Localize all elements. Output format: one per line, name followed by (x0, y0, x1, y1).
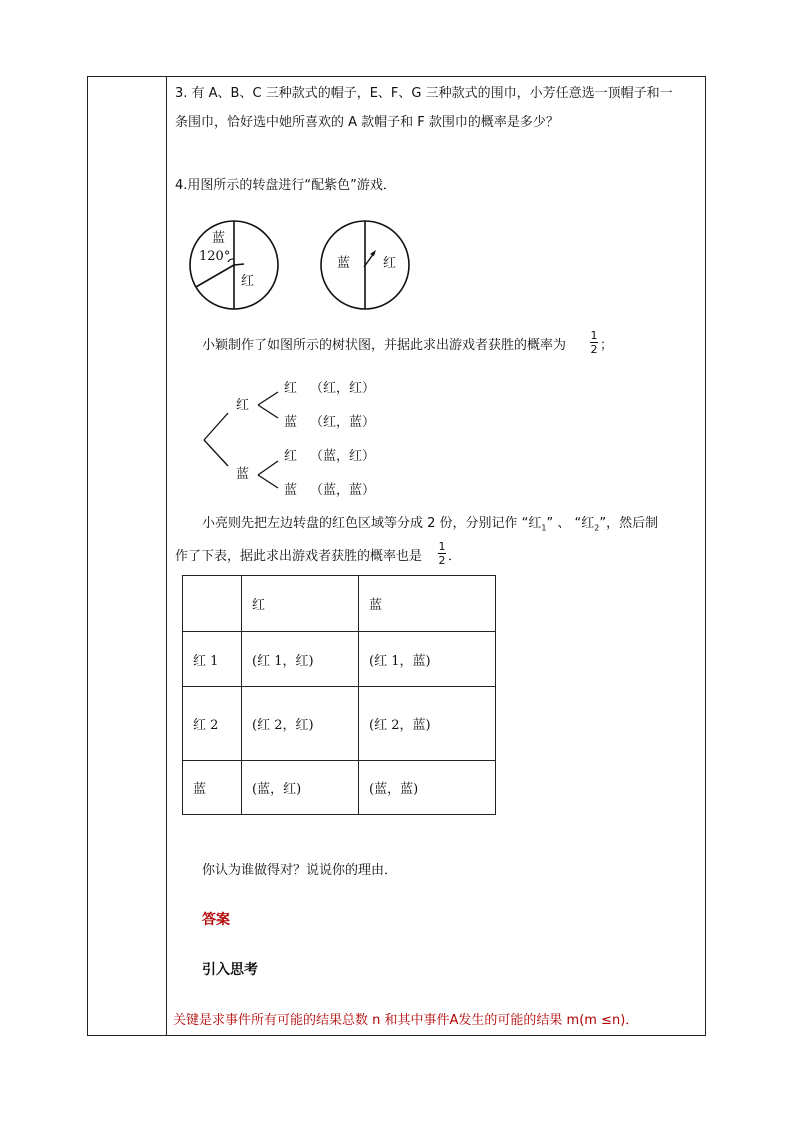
left-spinner-red-label: 红 (241, 274, 255, 289)
q4-question: 你认为谁做得对？说说你的理由． (202, 863, 398, 878)
table-cell: 红 1 (183, 632, 242, 687)
tree-leaf-outcome: （红，蓝） (310, 415, 376, 430)
xiaoliang-fraction: 1 2 (438, 540, 446, 567)
answer-label: 答案 (202, 912, 230, 928)
left-spinner-angle-label: 120° (199, 249, 231, 264)
left-spinner-divider-angled (196, 265, 234, 287)
table-cell: 红 2 (183, 687, 242, 761)
left-spinner-blue-label: 蓝 (212, 231, 226, 246)
table-cell: (红 2，红) (242, 687, 359, 761)
key-note: 关键是求事件所有可能的结果总数 n 和其中事件A发生的可能的结果 m(m ≤n)． (173, 1013, 639, 1028)
xiaoliang-period: ． (448, 549, 462, 564)
table-cell: (蓝，蓝) (359, 761, 496, 815)
xiaoliang-line2: 作了下表，据此求出游戏者获胜的概率也是 (175, 549, 423, 564)
table-header-cell: 红 (242, 576, 359, 632)
right-spinner-blue-label: 蓝 (337, 256, 351, 271)
tree-leaf-outcome: （蓝，红） (310, 449, 376, 464)
left-spinner-pointer (234, 264, 244, 265)
right-spinner-arrow-head (370, 250, 376, 256)
tree-leaf-label: 红 (284, 381, 298, 396)
table-cell: (蓝，红) (242, 761, 359, 815)
tree-leaf-outcome: （红，红） (310, 381, 376, 396)
tree-leaf-outcome: （蓝，蓝） (310, 483, 376, 498)
table-cell: 蓝 (183, 761, 242, 815)
table-cell: (红 2，蓝) (359, 687, 496, 761)
tree-leaf-label: 红 (284, 449, 298, 464)
tree-lower-branch-2 (258, 475, 278, 488)
tree-leaf-label: 蓝 (284, 483, 298, 498)
table-row (183, 632, 496, 687)
xiaoliang-line1: 小亮则先把左边转盘的红色区域等分成 2 份，分别记作 “红$_1$” 、 “红$_2$”，然后制 (202, 516, 659, 533)
table-cell: (红 1，蓝) (359, 632, 496, 687)
thinking-label: 引入思考 (202, 962, 258, 978)
q4-intro: 4.用图所示的转盘进行“配紫色”游戏． (175, 178, 396, 193)
table-row (183, 687, 496, 761)
xiaoying-fraction: 1 2 (590, 329, 598, 356)
table-header-row (183, 576, 496, 632)
xiaoying-text: 小颖制作了如图所示的树状图，并据此求出游戏者获胜的概率为 (202, 338, 567, 353)
table-cell: (红 1，红) (242, 632, 359, 687)
q3-line1: 3. 有 A、B、C 三种款式的帽子，E、F、G 三种款式的围巾，小芳任意选一顶帽子和一 (175, 86, 673, 101)
tree-root-upper-branch (204, 413, 228, 440)
table-header-cell: 蓝 (359, 576, 496, 632)
table-header-cell (183, 576, 242, 632)
outcome-table (182, 575, 496, 815)
tree-branch-label: 红 (236, 398, 250, 413)
right-spinner-red-label: 红 (383, 256, 397, 271)
xiaoying-semicolon: ； (600, 338, 614, 353)
tree-upper-branch-1 (258, 392, 278, 405)
table-row (183, 761, 496, 815)
tree-leaf-label: 蓝 (284, 415, 298, 430)
tree-lower-branch-1 (258, 461, 278, 475)
q3-line2: 条围巾，恰好选中她所喜欢的 A 款帽子和 F 款围巾的概率是多少？ (175, 115, 559, 130)
tree-branch-label: 蓝 (236, 467, 250, 482)
tree-root-lower-branch (204, 440, 228, 466)
tree-upper-branch-2 (258, 405, 278, 418)
